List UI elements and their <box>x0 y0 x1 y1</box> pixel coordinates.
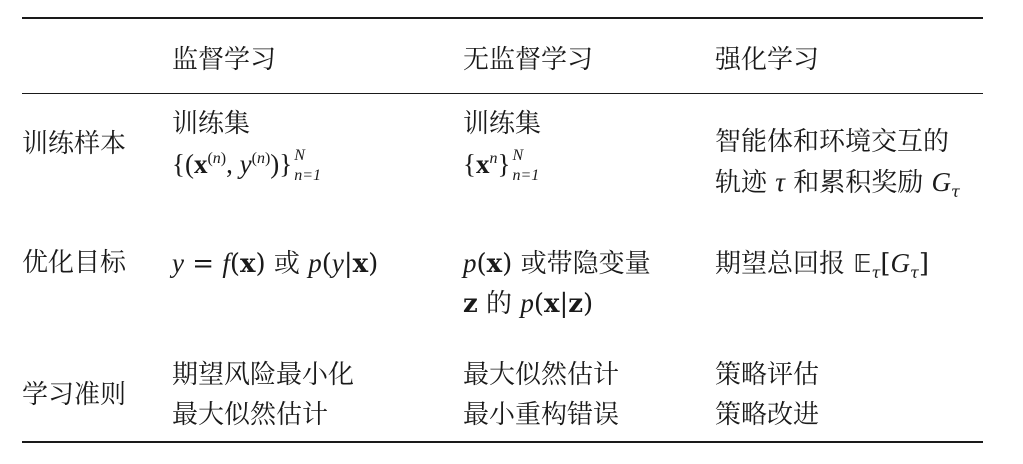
cell-supervised-samples: 训练集 {($x^{(n)}$, $y^{(n)}$)} N n=1 <box>172 104 344 184</box>
cell-unsupervised-objective: p(x) 或带隐变量 z 的 p(x|z) <box>463 248 651 319</box>
cell-unsupervised-samples: 训练集 $\{x^n\}$ N n=1 <box>463 104 562 184</box>
header-supervised: 监督学习 <box>172 45 277 75</box>
unsupervised-dataset-formula: $\{x^n\}$ N n=1 <box>463 146 540 184</box>
row-label-optimization-objective: 优化目标 <box>22 248 127 278</box>
cell-supervised-objective: y = f(x) 或 p(y|x) <box>172 248 379 279</box>
cell-reinforcement-samples: 智能体和环境交互的 轨迹 τ 和累积奖励 $G_\tau$ <box>715 127 960 202</box>
header-unsupervised: 无监督学习 <box>463 45 594 75</box>
bottom-rule <box>22 441 983 443</box>
cell-supervised-criteria: 期望风险最小化 最大似然估计 <box>172 360 355 430</box>
cell-reinforcement-criteria: 策略评估 策略改进 <box>715 360 820 430</box>
supervised-dataset-formula: {($x^{(n)}$, $y^{(n)}$)} N n=1 <box>172 146 322 184</box>
cell-unsupervised-criteria: 最大似然估计 最小重构错误 <box>463 360 620 430</box>
top-rule <box>22 17 983 19</box>
cell-reinforcement-objective: 期望总回报 $𝔼_\tau[G_\tau]$ <box>715 248 930 283</box>
row-label-training-samples: 训练样本 <box>22 129 127 159</box>
header-rule <box>22 93 983 94</box>
header-reinforcement: 强化学习 <box>715 45 820 75</box>
row-label-learning-criteria: 学习准则 <box>22 380 127 410</box>
